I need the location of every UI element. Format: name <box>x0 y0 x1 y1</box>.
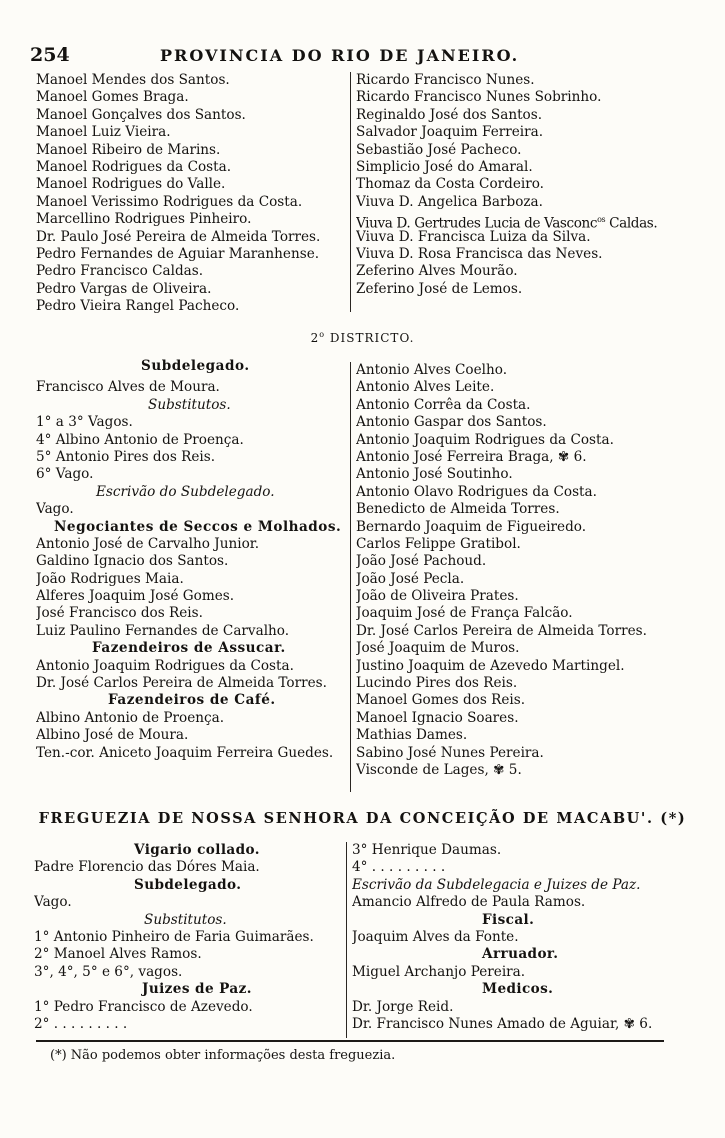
arruador-heading: Arruador. <box>482 946 559 963</box>
macabu-substituto-2: 2° Manoel Alves Ramos. <box>34 946 202 963</box>
negociante-entry: Alferes Joaquim José Gomes. <box>36 588 235 605</box>
macabu-escrivao-name: Amancio Alfredo de Paula Ramos. <box>352 894 586 911</box>
negociante-entry: Galdino Ignacio dos Santos. <box>36 553 229 570</box>
subdelegado-heading: Subdelegado. <box>141 358 250 374</box>
district-2-word: DISTRICTO. <box>325 331 415 345</box>
negociantes-heading: Negociantes de Seccos e Molhados. <box>54 518 342 535</box>
substituto-4: 4° Albino Antonio de Proença. <box>36 431 244 448</box>
negociantes-list <box>36 536 348 640</box>
substituto-1: 1° a 3° Vagos. <box>36 414 133 431</box>
name-entry: Antonio Alves Coelho. <box>356 362 508 378</box>
running-title: PROVINCIA DO RIO DE JANEIRO. <box>160 46 520 65</box>
name-entry: Bernardo Joaquim de Figueiredo. <box>356 518 587 535</box>
name-entry: Manoel Gonçalves dos Santos. <box>36 106 246 123</box>
name-entry: Antonio Joaquim Rodrigues da Costa. <box>356 431 614 448</box>
assucar-list <box>36 658 348 693</box>
name-entry: Antonio Gaspar dos Santos. <box>356 414 547 431</box>
name-entry: Manoel Verissimo Rodrigues da Costa. <box>36 193 303 210</box>
cafe-heading: Fazendeiros de Café. <box>108 692 276 709</box>
name-entry <box>356 211 676 232</box>
juizes-heading: Juizes de Paz. <box>142 981 252 998</box>
medicos-heading: Medicos. <box>482 981 554 998</box>
name-entry: Ricardo Francisco Nunes Sobrinho. <box>356 89 602 106</box>
arruador-name: Miguel Archanjo Pereira. <box>352 963 526 980</box>
name-entry: Manoel Ignacio Soares. <box>356 709 519 726</box>
name-entry: Antonio Alves Leite. <box>356 379 495 396</box>
name-entry: Viuva D. Francisca Luiza da Silva. <box>356 228 591 245</box>
macabu-column-rule <box>346 842 347 1038</box>
vasconc-main: Viuva D. Gertrudes Lucia de Vasconc <box>356 215 598 232</box>
name-entry: Joaquim José de França Falcão. <box>356 605 573 622</box>
district-2-title <box>0 330 725 345</box>
name-entry: Marcellino Rodrigues Pinheiro. <box>36 211 252 228</box>
name-entry: Ricardo Francisco Nunes. <box>356 72 535 88</box>
name-entry: Pedro Francisco Caldas. <box>36 263 204 280</box>
macabu-escrivao-heading: Escrivão da Subdelegacia e Juizes de Paz. <box>352 876 641 893</box>
footnote-rule <box>36 1040 664 1042</box>
name-entry: Zeferino Alves Mourão. <box>356 263 518 280</box>
negociante-entry: João Rodrigues Maia. <box>36 570 184 587</box>
vasconc-sup: os <box>597 215 606 225</box>
juiz-1: 1° Pedro Francisco de Azevedo. <box>34 998 253 1015</box>
name-entry: João de Oliveira Prates. <box>356 588 519 605</box>
name-entry: Simplicio José do Amaral. <box>356 158 533 175</box>
name-entry: Mathias Dames. <box>356 727 468 744</box>
name-entry: Viuva D. Rosa Francisca das Neves. <box>356 245 603 262</box>
name-entry: João José Pachoud. <box>356 553 487 570</box>
name-entry: Visconde de Lages, ✾ 5. <box>356 761 522 778</box>
name-entry: Lucindo Pires dos Reis. <box>356 675 518 692</box>
name-entry: Thomaz da Costa Cordeiro. <box>356 176 545 193</box>
escrivao-heading: Escrivão do Subdelegado. <box>96 483 275 500</box>
cafe-entry: Albino Antonio de Proença. <box>36 709 225 726</box>
macabu-substituto-1: 1° Antonio Pinheiro de Faria Guimarães. <box>34 928 314 945</box>
name-entry: Benedicto de Almeida Torres. <box>356 501 560 518</box>
name-entry: Reginaldo José dos Santos. <box>356 106 543 123</box>
macabu-substituto-3: 3°, 4°, 5° e 6°, vagos. <box>34 963 183 980</box>
name-entry: Pedro Vargas de Oliveira. <box>36 280 212 297</box>
vigario-name: Padre Florencio das Dóres Maia. <box>34 859 260 876</box>
name-entry: Salvador Joaquim Ferreira. <box>356 124 544 141</box>
name-entry: Sabino José Nunes Pereira. <box>356 744 544 761</box>
name-entry: Manoel Ribeiro de Marins. <box>36 141 221 158</box>
name-entry: Antonio José Soutinho. <box>356 466 513 483</box>
name-entry: Zeferino José de Lemos. <box>356 280 523 297</box>
macabu-right-column <box>352 842 682 1033</box>
name-entry: Antonio José Ferreira Braga, ✾ 6. <box>356 448 587 465</box>
escrivao-name: Vago. <box>36 501 74 518</box>
page-header <box>30 44 670 66</box>
cafe-list <box>36 710 348 762</box>
medico-2: Dr. Francisco Nunes Amado de Aguiar, ✾ 6. <box>352 1015 653 1032</box>
substitutos-heading: Substitutos. <box>148 396 231 413</box>
name-entry: Pedro Fernandes de Aguiar Maranhense. <box>36 245 320 262</box>
name-entry: Dr. José Carlos Pereira de Almeida Torres. <box>356 622 647 639</box>
subdelegado-name: Francisco Alves de Moura. <box>36 379 220 396</box>
name-entry: Manoel Rodrigues da Costa. <box>36 158 232 175</box>
name-entry: Carlos Felippe Gratibol. <box>356 535 521 552</box>
negociante-entry: José Francisco dos Reis. <box>36 605 203 622</box>
page-number: 254 <box>30 44 70 66</box>
district-2-sup: o <box>319 330 326 339</box>
cafe-entry: Ten.-cor. Aniceto Joaquim Ferreira Guedes. <box>36 744 334 761</box>
name-entry: João José Pecla. <box>356 570 465 587</box>
name-entry: Sebastião José Pacheco. <box>356 141 522 158</box>
name-entry: Justino Joaquim de Azevedo Martingel. <box>356 657 625 674</box>
top-left-column <box>36 72 346 315</box>
name-entry: Manoel Mendes dos Santos. <box>36 72 230 88</box>
macabu-left-column <box>34 842 346 1033</box>
negociante-entry: Luiz Paulino Fernandes de Carvalho. <box>36 622 290 639</box>
juiz-2: 2° . . . . . . . . . <box>34 1015 128 1032</box>
assucar-heading: Fazendeiros de Assucar. <box>92 640 286 657</box>
footnote: (*) Não podemos obter informações desta freguezia. <box>50 1048 396 1063</box>
name-entry: Manoel Luiz Vieira. <box>36 124 171 141</box>
cafe-entry: Albino José de Moura. <box>36 727 189 744</box>
juiz-3: 3° Henrique Daumas. <box>352 842 502 858</box>
top-right-column <box>356 72 676 298</box>
name-entry: Manoel Rodrigues do Valle. <box>36 176 226 193</box>
name-entry: Antonio Corrêa da Costa. <box>356 396 531 413</box>
macabu-subdelegado-heading: Subdelegado. <box>134 876 242 893</box>
vasconc-tail: Caldas. <box>605 215 658 232</box>
name-entry: Viuva D. Angelica Barboza. <box>356 193 543 210</box>
name-entry: Antonio Olavo Rodrigues da Costa. <box>356 483 597 500</box>
juiz-4: 4° . . . . . . . . . <box>352 859 446 876</box>
assucar-entry: Dr. José Carlos Pereira de Almeida Torres. <box>36 675 327 692</box>
macabu-subdelegado-name: Vago. <box>34 894 72 911</box>
name-entry: Dr. Paulo José Pereira de Almeida Torres. <box>36 228 321 245</box>
name-entry: José Joaquim de Muros. <box>356 640 520 657</box>
name-entry: Manoel Gomes dos Reis. <box>356 692 526 709</box>
substituto-6: 6° Vago. <box>36 466 94 483</box>
name-entry: Manoel Gomes Braga. <box>36 89 189 106</box>
district-2-column-rule <box>350 362 351 792</box>
fiscal-name: Joaquim Alves da Fonte. <box>352 928 519 945</box>
vigario-heading: Vigario collado. <box>134 842 260 858</box>
district-2-number: 2 <box>310 331 320 345</box>
district-2-left-column <box>36 358 348 762</box>
top-column-rule <box>350 72 351 312</box>
assucar-entry: Antonio Joaquim Rodrigues da Costa. <box>36 657 294 674</box>
name-entry: Pedro Vieira Rangel Pacheco. <box>36 298 240 315</box>
substituto-5: 5° Antonio Pires dos Reis. <box>36 448 216 465</box>
macabu-title: FREGUEZIA DE NOSSA SENHORA DA CONCEIÇÃO DE MACABU'. (*) <box>38 810 687 827</box>
medico-1: Dr. Jorge Reid. <box>352 998 454 1015</box>
macabu-substitutos-heading: Substitutos. <box>144 911 227 928</box>
district-2-right-column <box>356 362 676 779</box>
fiscal-heading: Fiscal. <box>482 911 535 928</box>
negociante-entry: Antonio José de Carvalho Junior. <box>36 535 260 552</box>
